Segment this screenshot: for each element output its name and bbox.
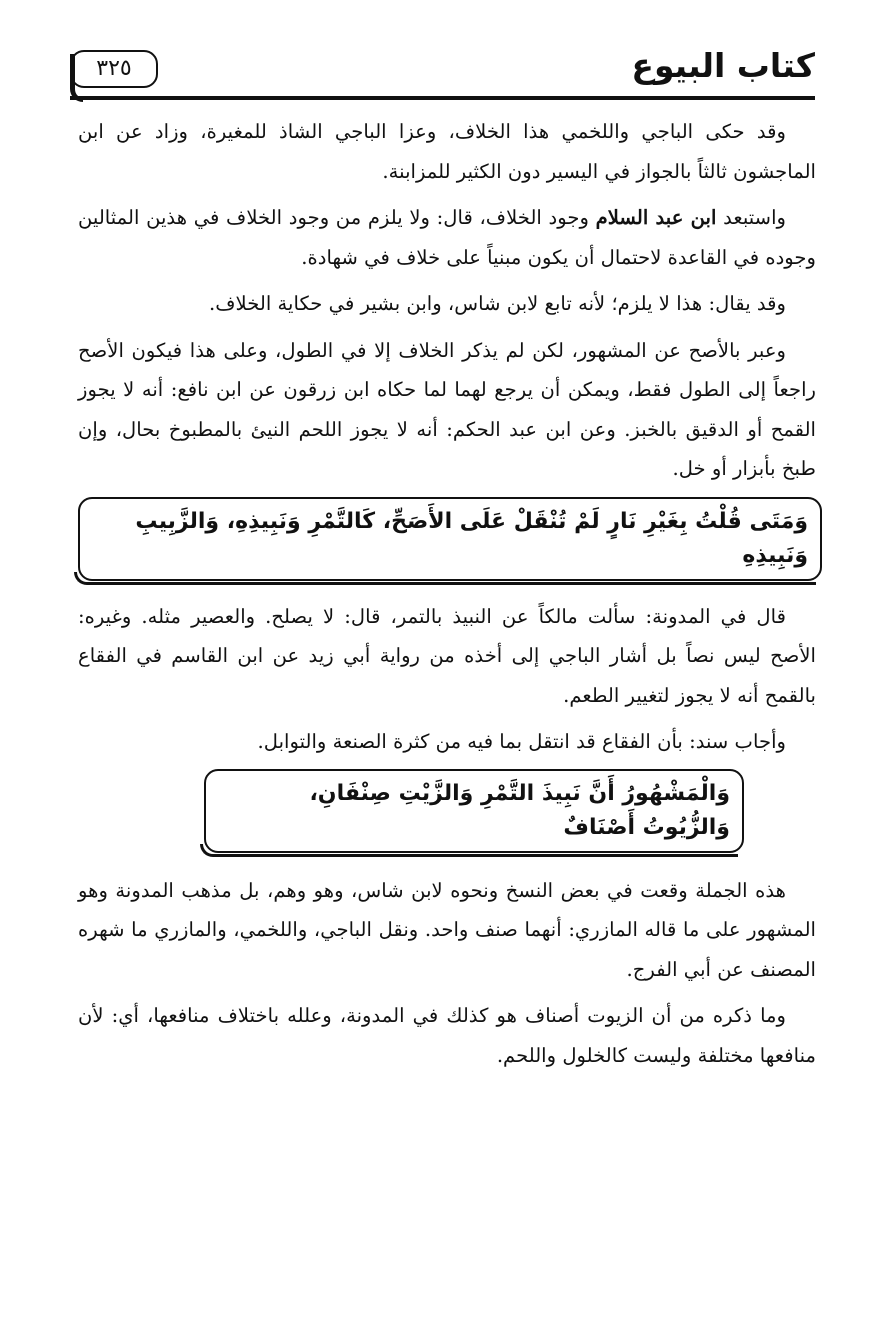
paragraph: وأجاب سند: بأن الفقاع قد انتقل بما فيه من كثرة الصنعة والتوابل. [257, 730, 786, 753]
paragraph: وقد حكى الباجي واللخمي هذا الخلاف، وعزا الباجي الشاذ للمغيرة، وزاد عن ابن الماجشون ثالثاً بالجواز في اليسير دون الكثير للمزابنة. [78, 120, 816, 183]
page-number: ٣٢٥ [96, 56, 132, 81]
paragraph-text: وجود الخلاف، قال: ولا يلزم من وجود الخلاف في هذين المثالين وجوده في القاعدة لاحتمال أن يكون مبنياً على خلاف في شهادة. [78, 206, 816, 269]
header-rule [70, 96, 815, 100]
paragraph: هذه الجملة وقعت في بعض النسخ ونحوه لابن شاس، وهو وهم، بل مذهب المدونة وهو المشهور على ما قاله المازري: أنهما صنف واحد. ونقل الباجي، واللخمي، والمازري ما شهره المصنف عن أبي الفرج. [78, 878, 816, 981]
paragraph: وما ذكره من أن الزيوت أصناف هو كذلك في المدونة، وعلله باختلاف منافعها، أي: لأن منافعها مختلفة وليست كالخلول واللحم. [78, 1004, 816, 1067]
paragraph: وقد يقال: هذا لا يلزم؛ لأنه تابع لابن شاس، وابن بشير في حكاية الخلاف. [209, 292, 786, 315]
paragraph [78, 198, 816, 277]
paragraph: قال في المدونة: سألت مالكاً عن النبيذ بالتمر، قال: لا يصلح. والعصير مثله. وغيره: الأصح ليس نصاً بل أشار الباجي إلى أخذه من رواية أبي زيد عن ابن القاسم في الفقاع بالقمح أنه لا يجوز لتغيير الطعم. [78, 604, 816, 707]
page-number-frame [70, 50, 158, 88]
cited-scholar-name: ابن عبد السلام [595, 206, 717, 229]
page-body [78, 112, 816, 1082]
matn-quote-box: وَالْمَشْهُورُ أَنَّ نَبِيذَ التَّمْرِ وَالزَّيْتِ صِنْفَانِ، وَالزُّيُوتُ أَصْنَافٌ [204, 769, 744, 853]
running-title: كتاب البيوع [631, 46, 815, 85]
matn-quote-box: وَمَتَى قُلْتُ بِغَيْرِ نَارٍ لَمْ تُنْقَلْ عَلَى الأَصَحِّ، كَالتَّمْرِ وَنَبِيذِهِ، وَالزَّبِيبِ وَنَبِيذِهِ [78, 497, 822, 581]
paragraph: وعبر بالأصح عن المشهور، لكن لم يذكر الخلاف إلا في الطول، وعلى هذا فيكون الأصح راجعاً إلى الطول فقط، ويمكن أن يرجع لهما لما حكاه ابن زرقون عن ابن نافع: أنه لا يجوز القمح أو الدقيق بالخبز. وعن ابن عبد الحكم: أنه لا يجوز اللحم النيئ بالمطبوخ بحال، وإن طبخ بأبزار أو خل. [78, 338, 816, 480]
paragraph-text: واستبعد [716, 206, 786, 229]
page-header [70, 44, 815, 96]
